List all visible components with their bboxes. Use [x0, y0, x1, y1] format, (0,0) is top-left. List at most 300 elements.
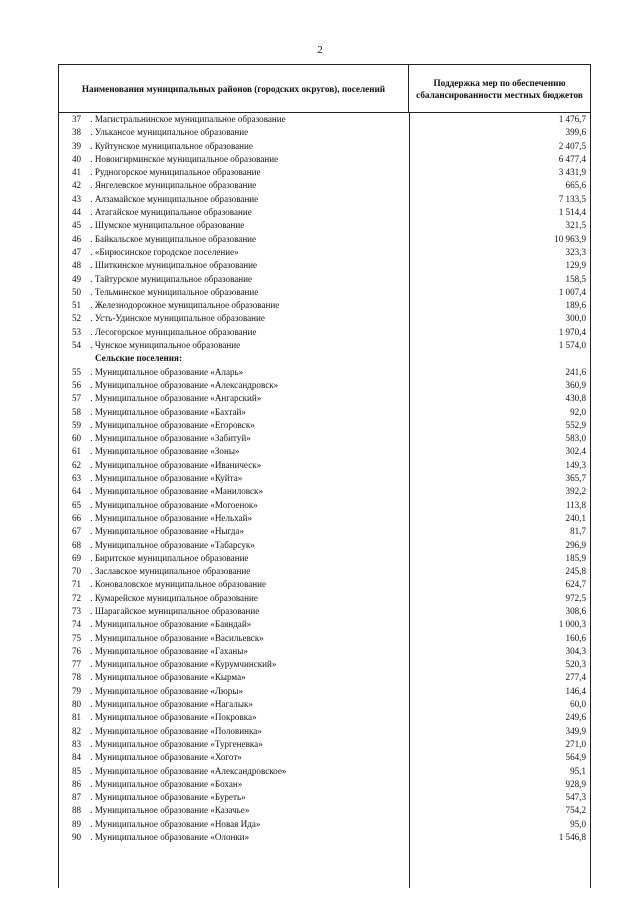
name-cell	[59, 206, 409, 219]
support-amount: 583,0	[565, 433, 586, 444]
name-cell	[59, 432, 409, 445]
municipality-name: Муниципальное образование «Гаханы»	[94, 645, 248, 656]
row-number-separator: .	[88, 486, 95, 497]
support-amount: 624,7	[565, 579, 586, 590]
support-amount: 430,8	[565, 393, 586, 404]
row-number: 89	[72, 818, 82, 829]
name-cell	[59, 578, 409, 591]
name-cell	[59, 632, 409, 645]
row-number: 58	[72, 406, 82, 417]
table-row	[59, 366, 590, 379]
support-amount: 321,5	[565, 220, 586, 231]
row-number-separator: .	[88, 233, 95, 244]
municipality-name: Атагайское муниципальное образование	[94, 207, 252, 218]
row-number-separator: .	[88, 114, 95, 124]
page-number: 2	[317, 44, 323, 56]
table-header	[59, 64, 590, 113]
row-number-separator: .	[88, 712, 95, 723]
name-cell	[59, 459, 409, 472]
row-number: 49	[72, 273, 82, 284]
municipality-name: Биритское муниципальное образование	[94, 552, 249, 563]
municipality-name: Муниципальное образование «Половинка»	[94, 725, 262, 736]
table-row	[59, 326, 590, 339]
support-amount: 399,6	[565, 127, 586, 138]
row-number-separator: .	[88, 433, 95, 444]
row-number: 76	[72, 645, 82, 656]
row-number-separator: .	[88, 379, 95, 390]
name-cell	[59, 658, 409, 671]
support-amount: 185,9	[565, 552, 586, 563]
support-amount: 146,4	[565, 685, 586, 696]
municipality-name: Лесогорское муниципальное образование	[94, 326, 257, 337]
support-amount: 1 546,8	[558, 832, 586, 843]
row-number-separator: .	[88, 725, 95, 736]
municipality-name: Муниципальное образование «Бохан»	[94, 778, 243, 789]
name-cell	[59, 565, 409, 578]
name-cell	[59, 406, 409, 419]
support-amount: 113,8	[565, 499, 586, 510]
row-number-separator: .	[88, 286, 95, 297]
table-row	[59, 698, 590, 711]
table-row	[59, 339, 590, 352]
support-amount: 6 477,4	[558, 153, 586, 164]
municipality-name: Муниципальное образование «Васильевск»	[94, 632, 264, 643]
name-cell	[59, 778, 409, 791]
table-row	[59, 512, 590, 525]
table-row	[59, 166, 590, 179]
municipality-name: Муниципальное образование «Олонки»	[94, 832, 250, 843]
section-title: Сельские поселения:	[95, 353, 182, 364]
support-amount: 2 407,5	[558, 140, 586, 151]
name-cell	[59, 698, 409, 711]
municipality-name: Муниципальное образование «Могоенок»	[94, 499, 258, 510]
municipality-name: Железнодорожное муниципальное образование	[94, 300, 280, 311]
row-number: 55	[72, 366, 82, 377]
row-number: 42	[72, 180, 82, 191]
support-amount: 302,4	[565, 446, 586, 457]
municipality-name: Муниципальное образование «Нагалык»	[94, 699, 253, 710]
row-number: 39	[72, 140, 82, 151]
row-number: 52	[72, 313, 82, 324]
municipality-name: Муниципальное образование «Хогот»	[94, 752, 242, 763]
row-number-separator: .	[88, 446, 95, 457]
support-amount: 95,1	[570, 765, 586, 776]
municipality-name: Муниципальное образование «Егоровск»	[94, 419, 255, 430]
name-cell	[59, 804, 409, 817]
table-row	[59, 539, 590, 552]
row-number-separator: .	[88, 645, 95, 656]
row-number-separator: .	[88, 220, 95, 231]
name-cell	[59, 233, 409, 246]
support-amount: 308,6	[565, 605, 586, 616]
municipality-name: Муниципальное образование «Казачье»	[94, 805, 250, 816]
municipality-name: Алзамайское муниципальное образование	[94, 193, 259, 204]
name-cell	[59, 326, 409, 339]
name-cell	[59, 166, 409, 179]
support-amount: 296,9	[565, 539, 586, 550]
row-number-separator: .	[88, 699, 95, 710]
row-number-separator: .	[88, 579, 95, 590]
name-cell	[59, 379, 409, 392]
row-number: 45	[72, 220, 82, 231]
support-amount: 665,6	[565, 180, 586, 191]
support-amount: 277,4	[565, 672, 586, 683]
name-cell	[59, 472, 409, 485]
table-row	[59, 831, 590, 844]
table-row	[59, 406, 590, 419]
municipality-name: Усть-Удинское муниципальное образование	[94, 313, 265, 324]
table-row	[59, 153, 590, 166]
row-number-separator: .	[88, 393, 95, 404]
municipality-name: Кумарейское муниципальное образование	[94, 592, 258, 603]
municipality-name: Чунское муниципальное образование	[94, 340, 241, 351]
table-row	[59, 259, 590, 272]
row-number: 85	[72, 765, 82, 776]
row-number: 61	[72, 446, 82, 457]
row-number-separator: .	[88, 207, 95, 218]
row-number: 68	[72, 539, 82, 550]
row-number-separator: .	[88, 512, 95, 523]
name-cell	[59, 126, 409, 139]
support-amount: 1 007,4	[558, 286, 586, 297]
row-number-separator: .	[88, 738, 95, 749]
section-header-row	[59, 352, 590, 365]
support-amount: 972,5	[565, 592, 586, 603]
support-amount: 323,3	[565, 246, 586, 257]
row-number: 70	[72, 566, 82, 577]
table-row	[59, 738, 590, 751]
name-cell	[59, 259, 409, 272]
row-number-separator: .	[88, 552, 95, 563]
table-row	[59, 432, 590, 445]
table-row	[59, 419, 590, 432]
support-amount: 271,0	[565, 738, 586, 749]
table-row	[59, 765, 590, 778]
table-row	[59, 273, 590, 286]
row-number: 63	[72, 473, 82, 484]
support-amount: 81,7	[570, 526, 586, 537]
name-cell	[59, 153, 409, 166]
support-amount: 360,9	[565, 379, 586, 390]
name-cell	[59, 818, 409, 831]
support-amount: 158,5	[565, 273, 586, 284]
row-number-separator: .	[88, 499, 95, 510]
table-row	[59, 140, 590, 153]
row-number-separator: .	[88, 340, 95, 351]
municipality-name: Муниципальное образование «Ангарский»	[94, 393, 262, 404]
row-number-separator: .	[88, 605, 95, 616]
row-number: 37	[72, 114, 82, 124]
row-number: 79	[72, 685, 82, 696]
row-number-separator: .	[88, 459, 95, 470]
table-row	[59, 578, 590, 591]
table-row	[59, 499, 590, 512]
support-amount: 520,3	[565, 659, 586, 670]
table-body	[59, 113, 590, 888]
name-cell	[59, 219, 409, 232]
municipality-name: Шиткинское муниципальное образование	[94, 260, 258, 271]
name-cell	[59, 512, 409, 525]
support-amount: 240,1	[565, 512, 586, 523]
row-number-separator: .	[88, 153, 95, 164]
header-value-column: Поддержка мер по обеспечению сбалансированности местных бюджетов	[416, 77, 583, 100]
table-row	[59, 193, 590, 206]
table-row	[59, 685, 590, 698]
table-row	[59, 459, 590, 472]
name-cell	[59, 246, 409, 259]
municipality-name: Шарагайское муниципальное образование	[94, 605, 260, 616]
municipality-name: Муниципальное образование «Маниловск»	[94, 486, 264, 497]
support-amount: 149,3	[565, 459, 586, 470]
row-number-separator: .	[88, 659, 95, 670]
support-amount: 1 514,4	[558, 207, 586, 218]
municipality-name: Янгелевское муниципальное образование	[94, 180, 257, 191]
municipality-name: Муниципальное образование «Люры»	[94, 685, 244, 696]
name-cell	[59, 791, 409, 804]
table-row	[59, 711, 590, 724]
section-cell	[59, 352, 409, 365]
table-row	[59, 472, 590, 485]
name-cell	[59, 831, 409, 844]
support-amount: 95,0	[570, 818, 586, 829]
name-cell	[59, 485, 409, 498]
row-number: 54	[72, 340, 82, 351]
row-number-separator: .	[88, 685, 95, 696]
table-row	[59, 485, 590, 498]
name-cell	[59, 592, 409, 605]
row-number: 71	[72, 579, 82, 590]
row-number-separator: .	[88, 419, 95, 430]
municipality-name: Тайтурское муниципальное образование	[94, 273, 253, 284]
name-cell	[59, 645, 409, 658]
name-cell	[59, 419, 409, 432]
support-amount: 241,6	[565, 366, 586, 377]
table-row	[59, 778, 590, 791]
row-number-separator: .	[88, 526, 95, 537]
municipality-name: Муниципальное образование «Забитуй»	[94, 433, 251, 444]
row-number: 87	[72, 792, 82, 803]
row-number: 90	[72, 832, 82, 843]
name-cell	[59, 339, 409, 352]
municipality-name: «Бирюсинское городское поселение»	[94, 246, 239, 257]
row-number-separator: .	[88, 406, 95, 417]
row-number: 62	[72, 459, 82, 470]
row-number: 88	[72, 805, 82, 816]
table-row	[59, 605, 590, 618]
table-row	[59, 592, 590, 605]
municipality-name: Муниципальное образование «Баяндай»	[94, 619, 252, 630]
row-number: 44	[72, 207, 82, 218]
row-number-separator: .	[88, 127, 95, 138]
row-number-separator: .	[88, 805, 95, 816]
support-amount: 245,8	[565, 566, 586, 577]
table-row	[59, 233, 590, 246]
row-number: 74	[72, 619, 82, 630]
row-number-separator: .	[88, 539, 95, 550]
support-amount: 92,0	[570, 406, 586, 417]
support-amount: 304,3	[565, 645, 586, 656]
row-number-separator: .	[88, 326, 95, 337]
row-number-separator: .	[88, 140, 95, 151]
support-amount: 10 963,9	[554, 233, 586, 244]
row-number-separator: .	[88, 193, 95, 204]
row-number: 67	[72, 526, 82, 537]
table-row	[59, 299, 590, 312]
row-number: 59	[72, 419, 82, 430]
municipality-name: Тельминское муниципальное образование	[94, 286, 259, 297]
support-amount: 564,9	[565, 752, 586, 763]
municipality-name: Муниципальное образование «Табарсук»	[94, 539, 255, 550]
budget-support-table	[58, 64, 591, 888]
row-number-separator: .	[88, 260, 95, 271]
row-number: 43	[72, 193, 82, 204]
support-amount: 928,9	[565, 778, 586, 789]
name-cell	[59, 751, 409, 764]
row-number: 72	[72, 592, 82, 603]
municipality-name: Байкальское муниципальное образование	[94, 233, 257, 244]
row-number: 86	[72, 778, 82, 789]
name-cell	[59, 499, 409, 512]
row-number: 47	[72, 246, 82, 257]
name-cell	[59, 711, 409, 724]
support-amount: 754,2	[565, 805, 586, 816]
row-number-separator: .	[88, 366, 95, 377]
support-amount: 547,3	[565, 792, 586, 803]
municipality-name: Муниципальное образование «Бахтай»	[94, 406, 246, 417]
municipality-name: Муниципальное образование «Тургеневка»	[94, 738, 263, 749]
row-number: 73	[72, 605, 82, 616]
table-row	[59, 725, 590, 738]
support-amount: 129,9	[565, 260, 586, 271]
row-number: 78	[72, 672, 82, 683]
row-number: 80	[72, 699, 82, 710]
name-cell	[59, 193, 409, 206]
row-number: 82	[72, 725, 82, 736]
row-number: 77	[72, 659, 82, 670]
support-amount: 189,6	[565, 300, 586, 311]
name-cell	[59, 539, 409, 552]
row-number-separator: .	[88, 778, 95, 789]
support-amount: 7 133,5	[558, 193, 586, 204]
row-number-separator: .	[88, 619, 95, 630]
municipality-name: Муниципальное образование «Кырма»	[94, 672, 246, 683]
support-amount: 249,6	[565, 712, 586, 723]
municipality-name: Муниципальное образование «Аларь»	[94, 366, 244, 377]
support-amount: 1 000,3	[558, 619, 586, 630]
municipality-name: Заславское муниципальное образование	[94, 566, 251, 577]
table-row	[59, 392, 590, 405]
table-row	[59, 565, 590, 578]
name-cell	[59, 738, 409, 751]
table-row	[59, 552, 590, 565]
support-amount: 392,2	[565, 486, 586, 497]
row-number-separator: .	[88, 632, 95, 643]
support-amount: 160,6	[565, 632, 586, 643]
table-row	[59, 113, 590, 126]
row-number-separator: .	[88, 752, 95, 763]
name-cell	[59, 113, 409, 126]
table-row	[59, 671, 590, 684]
name-cell	[59, 445, 409, 458]
row-number: 83	[72, 738, 82, 749]
row-number-separator: .	[88, 180, 95, 191]
name-cell	[59, 312, 409, 325]
row-number: 51	[72, 300, 82, 311]
municipality-name: Шумское муниципальное образование	[94, 220, 245, 231]
support-amount: 60,0	[570, 699, 586, 710]
support-amount: 3 431,9	[558, 167, 586, 178]
municipality-name: Муниципальное образование «Буреть»	[94, 792, 246, 803]
header-name-column: Наименования муниципальных районов (городских округов), поселений	[59, 65, 409, 112]
row-number: 41	[72, 167, 82, 178]
name-cell	[59, 366, 409, 379]
row-number-separator: .	[88, 473, 95, 484]
municipality-name: Муниципальное образование «Иваническ»	[94, 459, 262, 470]
row-number: 60	[72, 433, 82, 444]
table-row	[59, 286, 590, 299]
table-row	[59, 791, 590, 804]
table-row	[59, 246, 590, 259]
row-number: 84	[72, 752, 82, 763]
name-cell	[59, 179, 409, 192]
municipality-name: Муниципальное образование «Куйта»	[94, 473, 243, 484]
municipality-name: Муниципальное образование «Покровка»	[94, 712, 257, 723]
name-cell	[59, 685, 409, 698]
row-number-separator: .	[88, 792, 95, 803]
name-cell	[59, 273, 409, 286]
row-number-separator: .	[88, 818, 95, 829]
row-number-separator: .	[88, 300, 95, 311]
table-row	[59, 312, 590, 325]
table-row	[59, 179, 590, 192]
support-amount: 1 476,7	[558, 114, 586, 124]
support-amount: 1 574,0	[558, 340, 586, 351]
table-row	[59, 206, 590, 219]
support-amount: 300,0	[565, 313, 586, 324]
row-number: 46	[72, 233, 82, 244]
municipality-name: Куйтунское муниципальное образование	[94, 140, 253, 151]
municipality-name: Муниципальное образование «Ныгда»	[94, 526, 245, 537]
name-cell	[59, 618, 409, 631]
support-amount: 552,9	[565, 419, 586, 430]
name-cell	[59, 525, 409, 538]
municipality-name: Муниципальное образование «Курумчинский»	[94, 659, 277, 670]
row-number: 75	[72, 632, 82, 643]
municipality-name: Рудногорское муниципальное образование	[94, 167, 261, 178]
table-row	[59, 525, 590, 538]
name-cell	[59, 725, 409, 738]
municipality-name: Улькансое муниципальное образование	[94, 127, 249, 138]
row-number-separator: .	[88, 246, 95, 257]
name-cell	[59, 140, 409, 153]
row-number: 56	[72, 379, 82, 390]
municipality-name: Муниципальное образование «Новая Ида»	[94, 818, 261, 829]
table-row	[59, 804, 590, 817]
table-row	[59, 751, 590, 764]
name-cell	[59, 552, 409, 565]
row-number: 50	[72, 286, 82, 297]
row-number-separator: .	[88, 672, 95, 683]
municipality-name: Коноваловское муниципальное образование	[94, 579, 267, 590]
row-number-separator: .	[88, 273, 95, 284]
municipality-name: Муниципальное образование «Александровск»	[94, 379, 279, 390]
row-number: 65	[72, 499, 82, 510]
row-number-separator: .	[88, 313, 95, 324]
table-row	[59, 219, 590, 232]
row-number: 64	[72, 486, 82, 497]
row-number: 69	[72, 552, 82, 563]
name-cell	[59, 392, 409, 405]
